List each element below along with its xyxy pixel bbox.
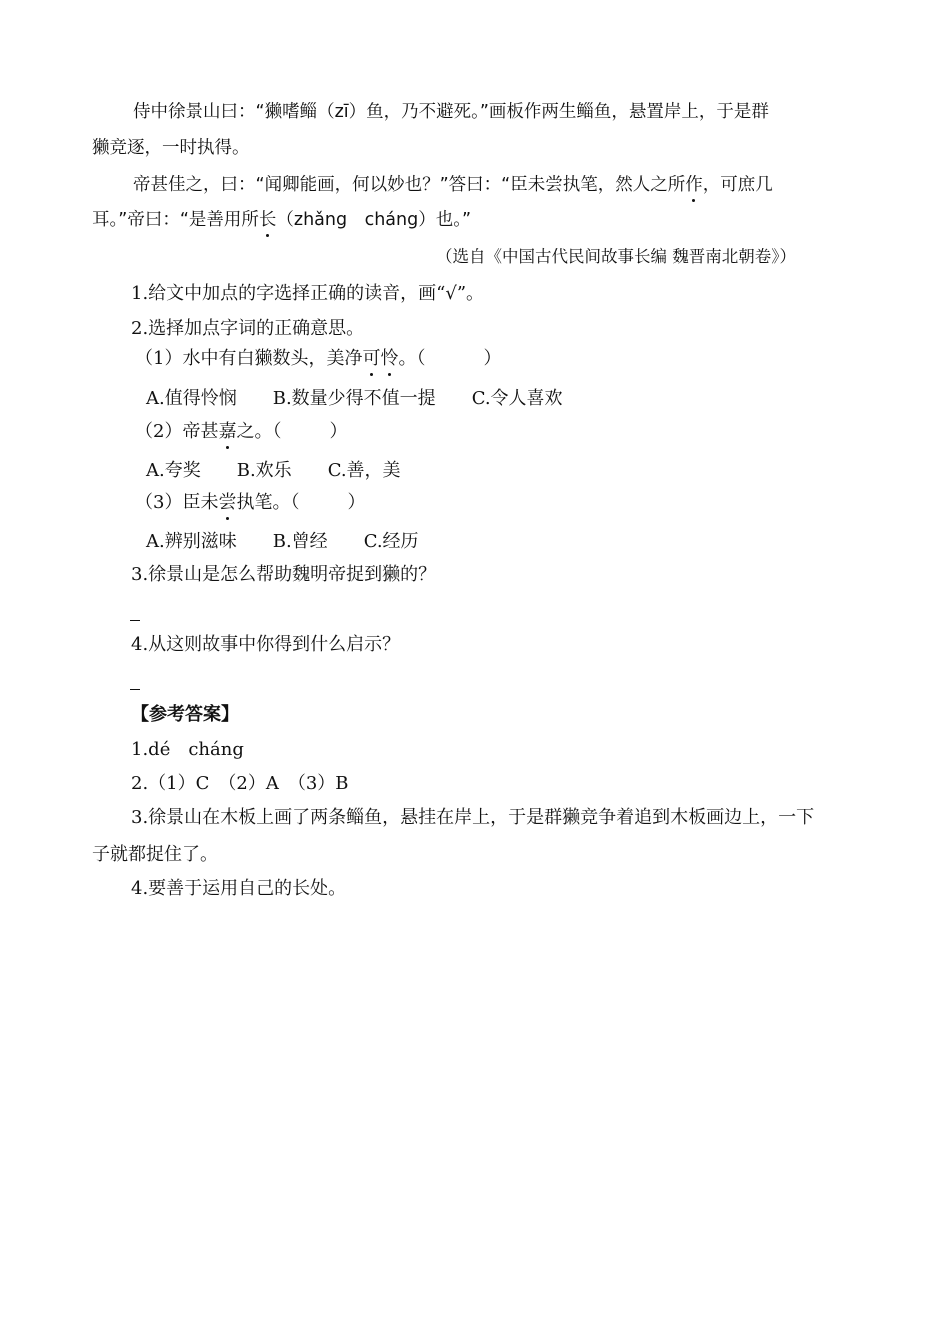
pinyin-choice-text: （zhǎng cháng）也。” (276, 210, 472, 230)
answer-line-question-4[interactable] (130, 689, 140, 690)
question-text: ） (483, 348, 502, 369)
passage-paragraph-2-line-2 (92, 207, 471, 233)
option-a: A.夸奖 (146, 460, 201, 481)
question-text: 执笔。（ (236, 492, 300, 513)
passage-text: 侍中徐景山曰：“獭嗜鲻（zī）鱼，乃不避死。”画板作两生鲻鱼，悬置岸上，于是群 (133, 102, 769, 122)
passage-text: ，可庶几 (702, 175, 773, 195)
answer-4 (131, 876, 346, 902)
question-1 (131, 281, 484, 307)
question-text: 2.选择加点字词的正确意思。 (131, 318, 365, 339)
question-2-part-3 (135, 490, 365, 516)
question-4 (131, 632, 400, 658)
answer-text: 子就都捉住了。 (92, 844, 218, 865)
dotted-character: 可 (362, 346, 380, 372)
question-text: （1）水中有白獭数头，美净 (135, 348, 363, 369)
passage-text: 獭竞逐，一时执得。 (92, 138, 250, 158)
passage-text: 耳。”帝曰：“是善用所 (92, 210, 259, 230)
passage-paragraph-2-line-1 (133, 172, 773, 198)
question-2-part-2-options (146, 458, 401, 484)
answer-2 (131, 771, 349, 797)
option-a: A.值得怜悯 (146, 388, 237, 409)
source-citation (436, 244, 796, 270)
answer-1 (131, 737, 244, 763)
question-text: 1.给文中加点的字选择正确的读音，画“√”。 (131, 283, 485, 304)
question-2 (131, 316, 364, 342)
heading-text: 【参考答案】 (131, 704, 239, 725)
question-2-part-1 (135, 346, 501, 372)
passage-text: 帝甚佳之，曰：“闻卿能画，何以妙也？”答曰：“臣未尝执笔，然人之所 (133, 175, 686, 195)
question-2-part-3-options (146, 529, 419, 555)
question-text: 之。（ (236, 421, 282, 442)
answer-text: 1.dé cháng (131, 739, 244, 760)
option-a: A.辨别滋味 (146, 531, 237, 552)
option-c: C.善，美 (327, 460, 401, 481)
dotted-character: 尝 (218, 490, 236, 516)
question-text: 。（ (398, 348, 426, 369)
passage-paragraph-1-line-2 (92, 135, 250, 161)
answers-heading (131, 702, 239, 728)
source-text: （选自《中国古代民间故事长编 魏晋南北朝卷》） (436, 247, 796, 266)
dotted-character: 作 (685, 172, 703, 198)
answer-text: 2.（1）C （2）A （3）B (131, 773, 349, 794)
option-c: C.令人喜欢 (471, 388, 563, 409)
question-2-part-2 (135, 419, 347, 445)
option-b: B.曾经 (272, 531, 328, 552)
question-text: 4.从这则故事中你得到什么启示？ (131, 634, 401, 655)
passage-paragraph-1-line-1 (133, 99, 769, 125)
dotted-character: 嘉 (218, 419, 236, 445)
question-text: （3）臣未 (135, 492, 219, 513)
question-3 (131, 562, 436, 588)
dotted-character: 怜 (380, 346, 398, 372)
answer-3-line-1 (131, 805, 814, 831)
question-text: （2）帝甚 (135, 421, 219, 442)
option-b: B.数量少得不值一提 (272, 388, 436, 409)
question-text: ） (347, 492, 366, 513)
question-2-part-1-options (146, 386, 563, 412)
question-text: ） (329, 421, 348, 442)
answer-line-question-3[interactable] (130, 620, 140, 621)
option-b: B.欢乐 (236, 460, 292, 481)
answer-3-line-2 (92, 842, 218, 868)
question-text: 3.徐景山是怎么帮助魏明帝捉到獭的？ (131, 564, 437, 585)
option-c: C.经历 (363, 531, 419, 552)
answer-text: 4.要善于运用自己的长处。 (131, 878, 347, 899)
dotted-character: 长 (259, 207, 277, 233)
answer-text: 3.徐景山在木板上画了两条鲻鱼，悬挂在岸上，于是群獭竞争着追到木板画边上，一下 (131, 807, 815, 828)
